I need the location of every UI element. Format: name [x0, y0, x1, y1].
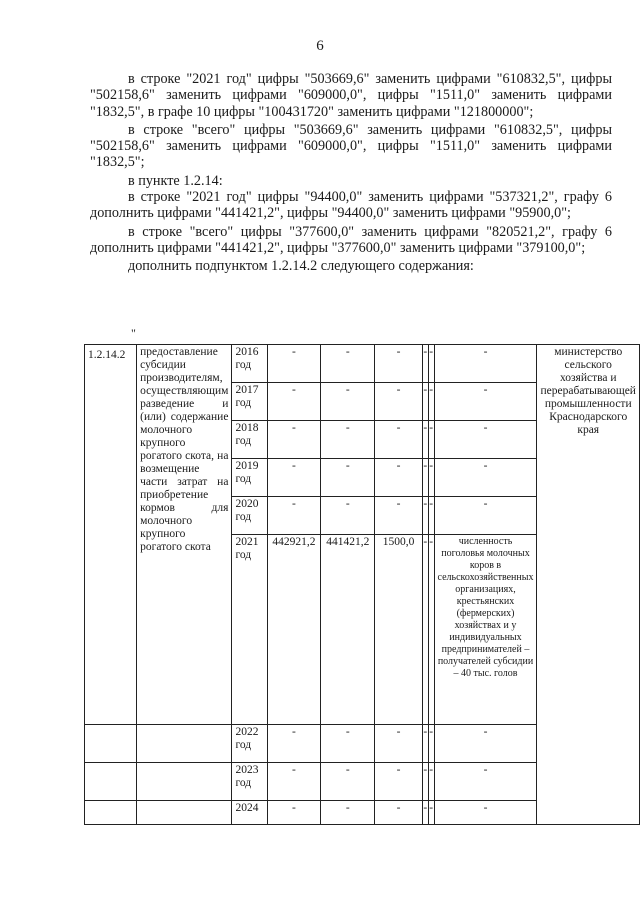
result-text: - — [483, 422, 488, 434]
executor-cell — [537, 345, 640, 825]
paragraph-add-subitem: дополнить подпунктом 1.2.14.2 следующего содержания: — [128, 258, 474, 275]
year-cell: 2019 год — [232, 459, 267, 497]
regional-budget-cell: 441421,2 — [321, 535, 375, 725]
year-cell: 2017 год — [232, 383, 267, 421]
narrow-cell-2: - — [428, 535, 434, 725]
year-cell: 2021 год — [232, 535, 267, 725]
narrow-cell-1: - — [422, 345, 428, 383]
regional-budget-cell: - — [321, 459, 375, 497]
narrow-cell-2: - — [428, 421, 434, 459]
total-value-cell: - — [267, 345, 321, 383]
result-text: - — [483, 726, 488, 738]
subitem-table — [84, 344, 640, 825]
paragraph-item-1-2-14: в пункте 1.2.14: — [128, 172, 223, 189]
year-cell: 2023 год — [232, 763, 267, 801]
narrow-cell-1: - — [422, 383, 428, 421]
page-number: 6 — [316, 38, 324, 54]
total-value-cell: - — [267, 421, 321, 459]
result-cell — [434, 345, 537, 383]
result-cell — [434, 421, 537, 459]
narrow-cell-2: - — [428, 383, 434, 421]
narrow-cell-1: - — [422, 421, 428, 459]
subitem-description: предоставление субсидии производителям, осуществляющим разведение и (или) содержание молочного крупного рогатого скота, на возмещение части затрат на приобретение кормов для молочного крупного рогатого скота — [137, 345, 232, 725]
narrow-cell-2: - — [428, 497, 434, 535]
extra-budget-cell: - — [375, 383, 423, 421]
year-cell: 2020 год — [232, 497, 267, 535]
narrow-cell-2: - — [428, 763, 434, 801]
result-cell — [434, 725, 537, 763]
regional-budget-cell: - — [321, 421, 375, 459]
narrow-cell-1: - — [422, 459, 428, 497]
paragraph-total-row: в строке "всего" цифры "503669,6" заменить цифрами "610832,5", цифры "502158,6" заменить цифрами "609000,0", цифры "1511,0" заменить цифрами "1832,5"; — [90, 121, 612, 171]
paragraph-2021-row: в строке "2021 год" цифры "503669,6" заменить цифрами "610832,5", цифры "502158,6" заменить цифрами "609000,0", цифры "1511,0" заменить цифрами "1832,5", в графе 10 цифры "100431720" заменить цифрами "121800000"; — [90, 71, 612, 120]
result-text: - — [483, 460, 488, 472]
narrow-cell-1: - — [422, 535, 428, 725]
total-value-cell: - — [267, 725, 321, 763]
extra-budget-cell: - — [375, 763, 423, 801]
paragraph-1-2-14-total: в строке "всего" цифры "377600,0" заменить цифрами "820521,2", графу 6 дополнить цифрами "441421,2", цифры "377600,0" заменить цифрами "379100,0"; — [90, 223, 612, 256]
table-row — [85, 345, 640, 383]
narrow-cell-1: - — [422, 763, 428, 801]
paragraph-1-2-14-2021: в строке "2021 год" цифры "94400,0" заменить цифрами "537321,2", графу 6 дополнить цифрами "441421,2", цифры "94400,0" заменить цифрами "95900,0"; — [90, 189, 612, 222]
result-cell — [434, 383, 537, 421]
regional-budget-cell: - — [321, 497, 375, 535]
opening-quote: " — [131, 326, 136, 340]
result-text: - — [483, 384, 488, 396]
narrow-cell-2: - — [428, 459, 434, 497]
result-text: - — [483, 346, 488, 358]
result-cell — [434, 497, 537, 535]
empty-cell — [85, 763, 137, 801]
total-value-cell: - — [267, 497, 321, 535]
extra-budget-cell: - — [375, 345, 423, 383]
regional-budget-cell: - — [321, 383, 375, 421]
result-text: - — [483, 764, 488, 776]
empty-cell — [137, 801, 232, 825]
executor-text: министерство сельского хозяйства и перерабатывающей промышленности Краснодарского края — [540, 346, 636, 436]
narrow-cell-1: - — [422, 497, 428, 535]
extra-budget-cell: - — [375, 459, 423, 497]
regional-budget-cell: - — [321, 801, 375, 825]
narrow-cell-2: - — [428, 801, 434, 825]
extra-budget-cell: - — [375, 801, 423, 825]
amendment-text — [90, 71, 612, 275]
narrow-cell-1: - — [422, 725, 428, 763]
result-cell — [434, 801, 537, 825]
narrow-cell-2: - — [428, 725, 434, 763]
empty-cell — [137, 725, 232, 763]
total-value-cell: - — [267, 383, 321, 421]
extra-budget-cell: - — [375, 497, 423, 535]
empty-cell — [85, 725, 137, 763]
total-value-cell: - — [267, 801, 321, 825]
extra-budget-cell: - — [375, 725, 423, 763]
result-cell — [434, 763, 537, 801]
subitem-code: 1.2.14.2 — [85, 345, 137, 725]
regional-budget-cell: - — [321, 725, 375, 763]
result-cell — [434, 535, 537, 725]
total-value-cell: - — [267, 763, 321, 801]
extra-budget-cell: 1500,0 — [375, 535, 423, 725]
result-text: - — [483, 802, 488, 814]
year-cell: 2022 год — [232, 725, 267, 763]
result-cell — [434, 459, 537, 497]
regional-budget-cell: - — [321, 345, 375, 383]
year-cell: 2018 год — [232, 421, 267, 459]
narrow-cell-2: - — [428, 345, 434, 383]
empty-cell — [137, 763, 232, 801]
empty-cell — [85, 801, 137, 825]
result-text: - — [483, 498, 488, 510]
year-cell: 2024 — [232, 801, 267, 825]
total-value-cell: - — [267, 459, 321, 497]
narrow-cell-1: - — [422, 801, 428, 825]
year-cell: 2016 год — [232, 345, 267, 383]
total-value-cell: 442921,2 — [267, 535, 321, 725]
extra-budget-cell: - — [375, 421, 423, 459]
result-text: численность поголовья молочных коров в сельскохозяйственных организациях, крестьянских (фермерских) хозяйствах и у индивидуальных предпринимателей – получателей субсидии – 40 тыс. голов — [437, 536, 534, 679]
regional-budget-cell: - — [321, 763, 375, 801]
